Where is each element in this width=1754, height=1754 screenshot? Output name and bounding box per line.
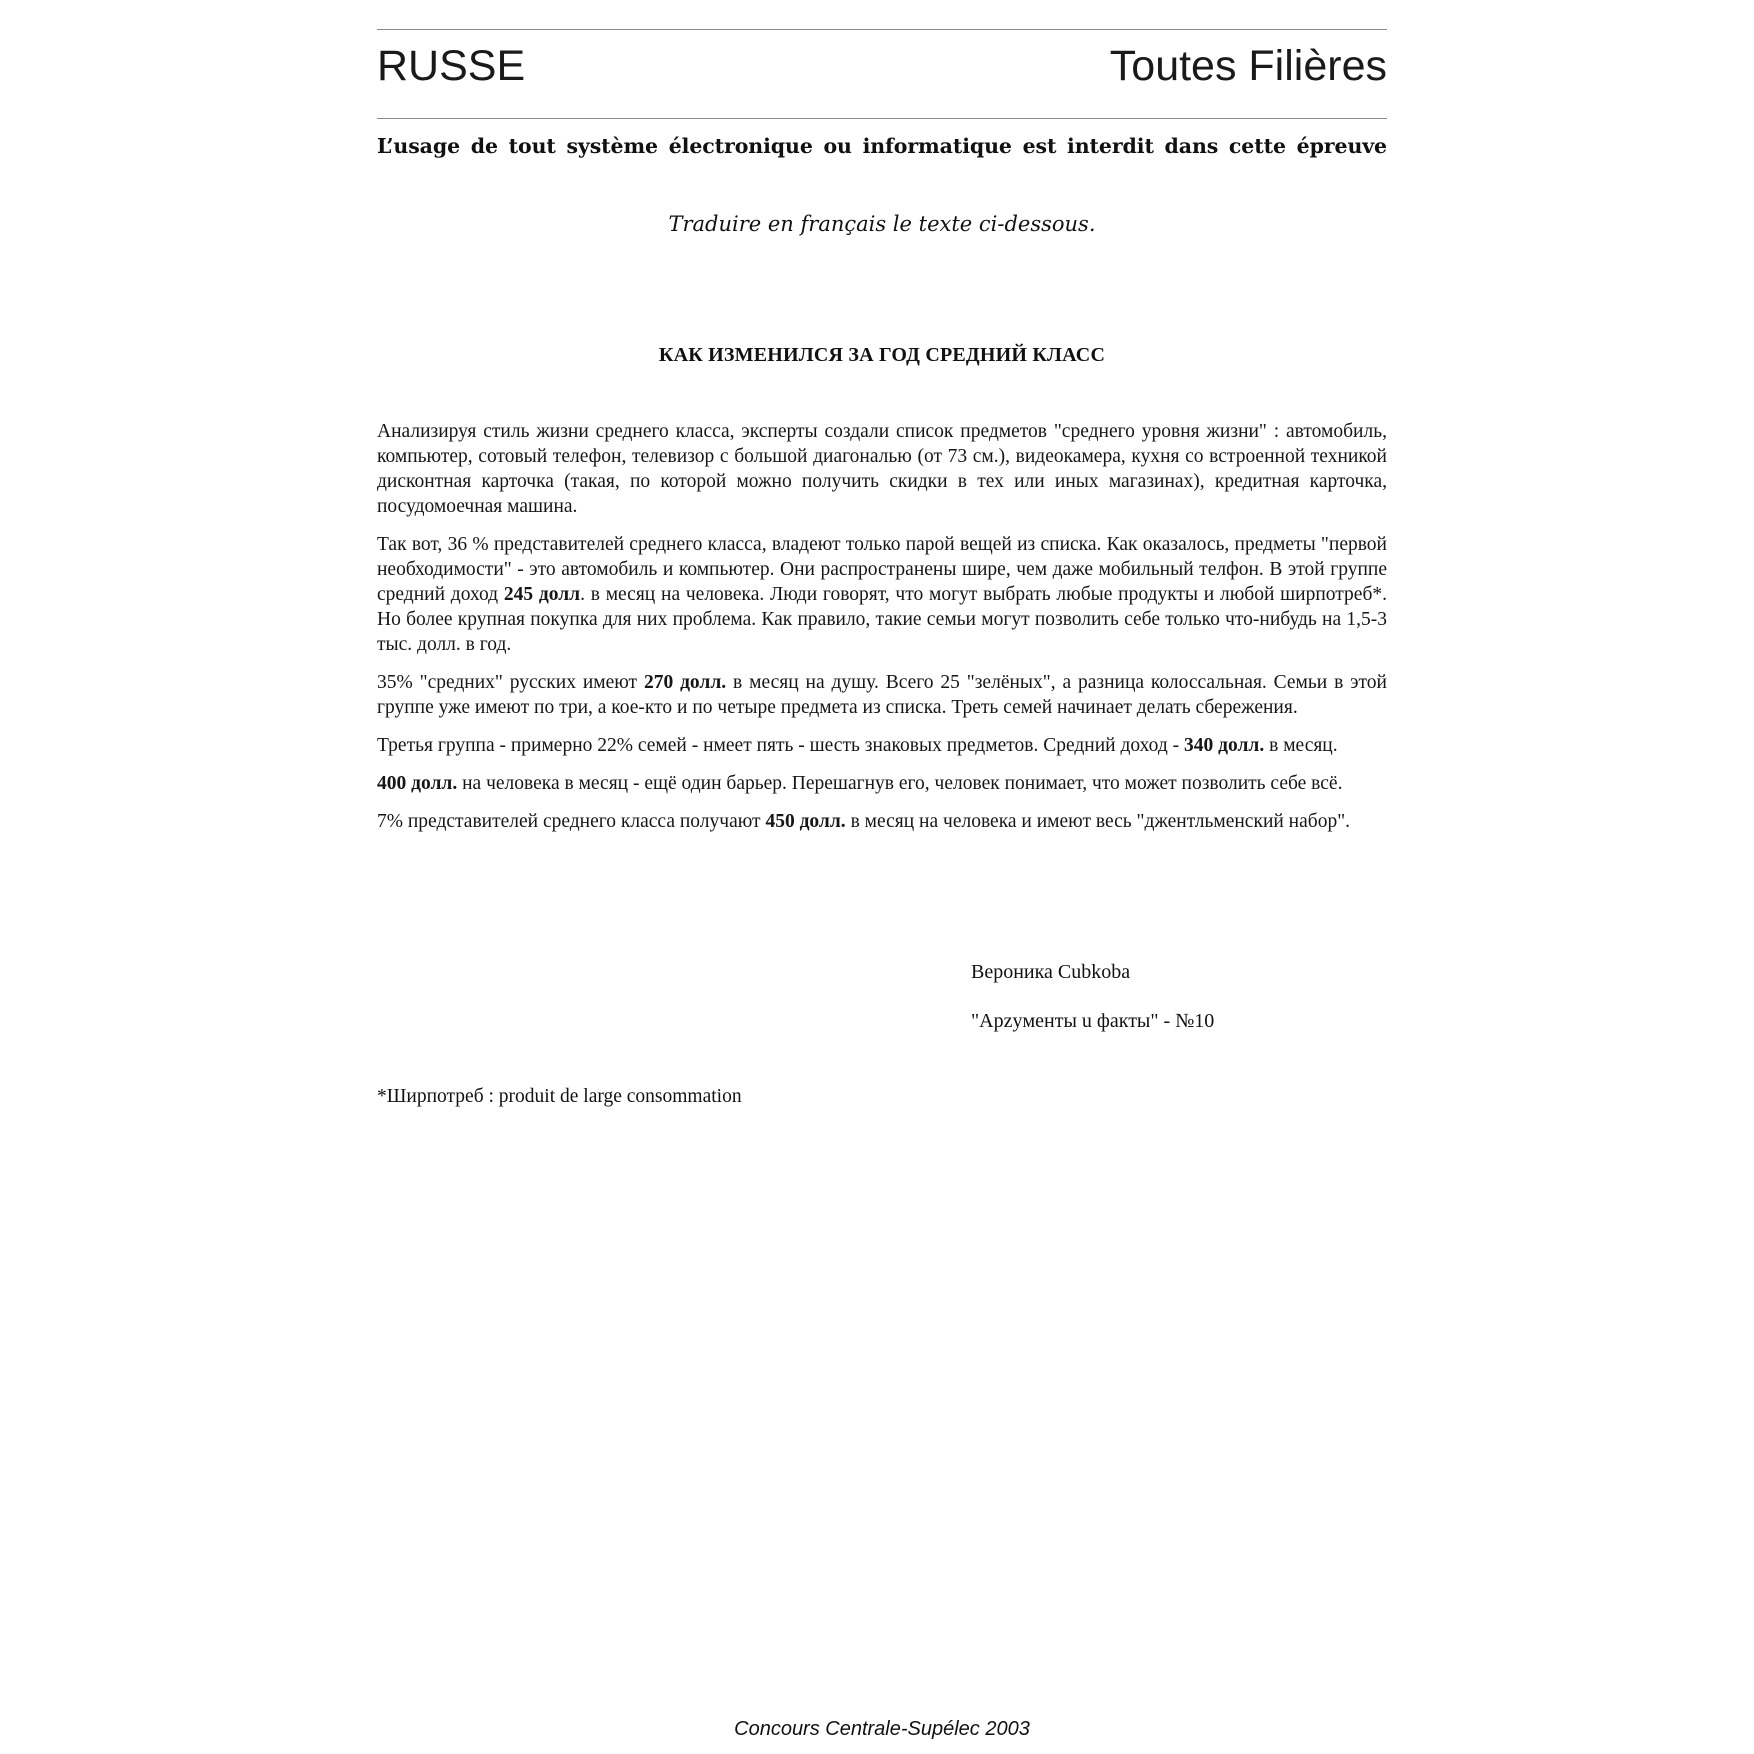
paragraph-2: [377, 532, 1387, 657]
paragraph-4: [377, 733, 1387, 758]
header-bottom-rule: [377, 118, 1387, 119]
paragraph-5: [377, 771, 1387, 796]
paragraph-4-text-a: Третья группа - примерно 22% семей - нмеет пять - шесть знаковых предметов. Средний доход -: [377, 735, 1184, 756]
paragraph-3-text-a: 35% "средних" русских имеют: [377, 672, 644, 693]
signature-block: [971, 960, 1214, 1058]
paragraph-4-text-b: в месяц.: [1264, 735, 1338, 756]
paragraph-2-text-a: Так вот, 36 % представителей среднего класса, владеют только парой вещей из списка. Как оказалось, предметы "первой необходимости" - это автомобиль и компьютер. Они распространены шире, чем даже мобильный телфон. В этой группе средний доход: [377, 534, 1387, 605]
page-footer: Concours Centrale-Supélec 2003: [734, 1718, 1030, 1740]
paragraph-2-text-b: . в месяц на человека. Люди говорят, что могут выбрать любые продукты и любой ширпотреб*. Но более крупная покупка для них проблема. Как правило, такие семьи могут позволить себе только что-нибудь на 1,5-3 тыс. долл. в год.: [377, 584, 1387, 655]
article-body: [377, 419, 1387, 847]
header-top-rule: [377, 29, 1387, 30]
paragraph-4-amount: 340 долл.: [1184, 735, 1265, 756]
paragraph-6-text-a: 7% представителей среднего класса получают: [377, 811, 766, 832]
paragraph-5-amount: 400 долл.: [377, 773, 458, 794]
track-title: Toutes Filières: [1109, 41, 1387, 90]
exam-page: [377, 0, 1387, 1754]
paragraph-3: [377, 670, 1387, 720]
author-name: Вероника Cubkoba: [971, 961, 1131, 983]
source-name: "Apzyменты u факты" - №10: [971, 1010, 1215, 1032]
paragraph-1: [377, 419, 1387, 519]
paragraph-1-text: Анализируя стиль жизни среднего класса, эксперты создали список предметов "среднего уровня жизни" : автомобиль, компьютер, сотовый телефон, телевизор с большой диагональю (от 73 см.), видеокамера, кухня со встроенной техникой дисконтная карточка (такая, по которой можно получить скидки в тех или иных магазинах), кредитная карточка, посудомоечная машина.: [377, 421, 1387, 517]
paragraph-5-text: на человека в месяц - ещё один барьер. Перешагнув его, человек понимает, что может позволить себе всё.: [457, 773, 1343, 794]
paragraph-3-text-b: в месяц на душу. Всего 25 "зелёных", а разница колоссальная. Семьи в этой группе уже имеют по три, а кое-кто и по четыре предмета из списка. Треть семей начинает делать сбережения.: [377, 672, 1387, 718]
paragraph-6-amount: 450 долл.: [765, 811, 846, 832]
article-title: КАК ИЗМЕНИЛСЯ ЗА ГОД СРЕДНИЙ КЛАСС: [658, 344, 1106, 366]
subject-title: RUSSE: [377, 41, 526, 90]
paragraph-6: [377, 809, 1387, 834]
header: [377, 38, 1387, 94]
translation-instruction: Traduire en français le texte ci-dessous.: [668, 212, 1096, 236]
footnote: *Ширпотреб : produit de large consommation: [377, 1086, 742, 1107]
paragraph-6-text-b: в месяц на человека и имеют весь "джентльменский набор".: [845, 811, 1351, 832]
electronics-notice: L’usage de tout système électronique ou informatique est interdit dans cette épreuve: [377, 134, 1387, 158]
paragraph-2-amount: 245 долл: [503, 584, 581, 605]
paragraph-3-amount: 270 долл.: [643, 672, 727, 693]
